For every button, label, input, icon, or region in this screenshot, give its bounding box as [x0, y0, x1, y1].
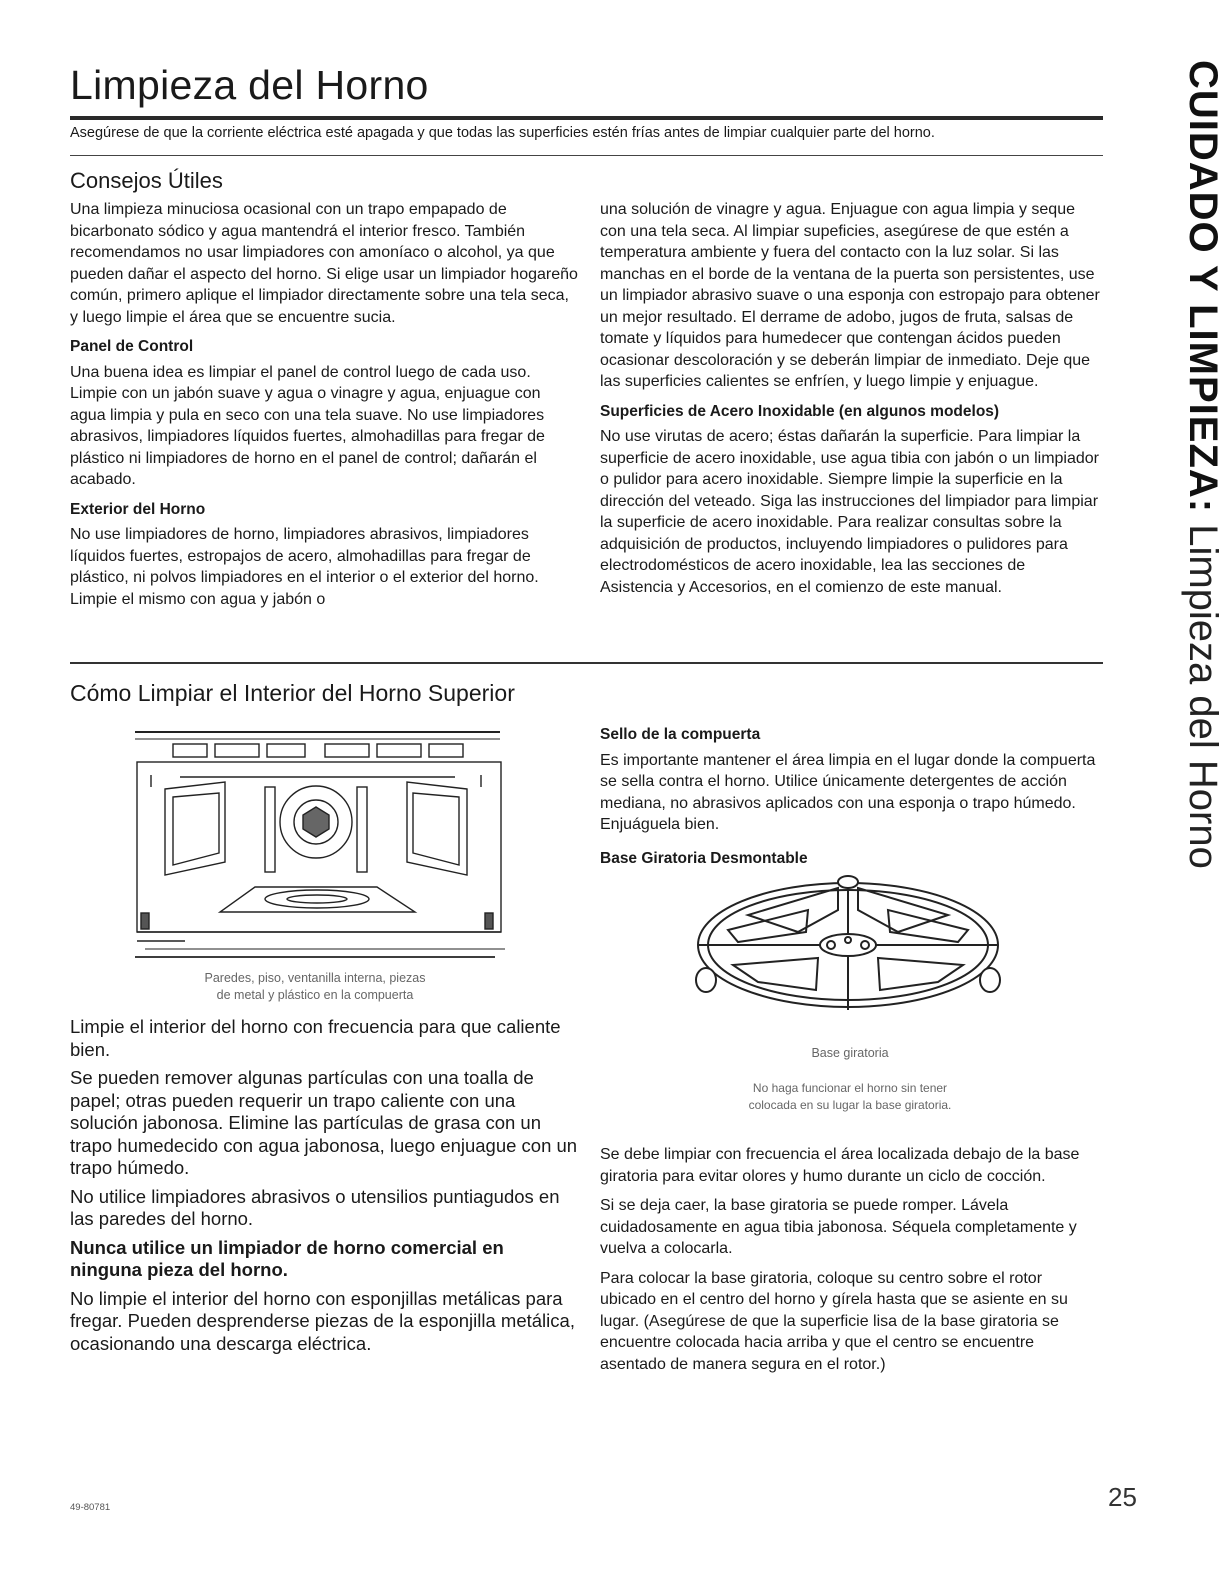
turntable-p2: Si se deja caer, la base giratoria se puede romper. Lávela cuidadosamente en agua tibia jabonosa. Séquela completamente y vuelva a colocarla. — [600, 1197, 1077, 1257]
seal-column — [600, 716, 1100, 873]
tips-right-column — [600, 199, 1100, 606]
oven-interior-illustration — [125, 727, 505, 967]
exterior-heading: Exterior del Horno — [70, 500, 206, 518]
exterior-text-continued: una solución de vinagre y agua. Enjuague con agua limpia y seque con una tela seca. Al limpiar supeficies, asegúrese de que estén a temperatura ambiente y fuera del contacto con la luz solar. Si las manchas en el borde de la ventana de la puerta son persistentes, use un limpiador abrasivo suave o una esponja con estropajo para obtener un mejor resultado. El derrame de adobo, jugos de fruta, salsas de tomate y líquidos para humedecer que contengan ácidos pueden ocasionar descoloración y se deberán limpiar de inmediato. Deje que las superficies calientes se enfríen, y luego limpie y enjuague. — [600, 201, 1100, 390]
interior-p2: Se pueden remover algunas partículas con una toalla de papel; otras pueden requerir un trapo caliente con una solución jabonosa. Elimine las partículas de grasa con un trapo humedecido con agua jabonosa, luego enjuague con un trapo húmedo. — [70, 1067, 578, 1178]
steel-heading: Superficies de Acero Inoxidable (en algunos modelos) — [600, 402, 1000, 420]
safety-intro: Asegúrese de que la corriente eléctrica esté apagada y que todas las superficies estén frías antes de limpiar cualquier parte del horno. — [70, 125, 935, 141]
turntable-caption: Base giratoria — [811, 1046, 889, 1060]
oven-caption-line-1: Paredes, piso, ventanilla interna, piezas — [204, 971, 426, 985]
exterior-text: No use limpiadores de horno, limpiadores abrasivos, limpiadores líquidos fuertes, estropajos de acero, almohadillas para fregar de plástico, ni polvos limpiadores en el interior o el exterior del horno. Limpie el mismo con agua y jabón o — [70, 526, 539, 608]
turntable-illustration — [688, 870, 1008, 1015]
side-tab-section: Limpieza del Horno — [1181, 513, 1225, 869]
tips-intro: Una limpieza minuciosa ocasional con un trapo empapado de bicarbonato sódico y agua mantendrá el interior fresco. También recomendamos no usar limpiadores con amoníaco o alcohol, ya que pueden dañar el aspecto del horno. Si elige usar un limpiador hogareño común, primero aplique el limpiador directamente sobre una tela seca, y luego limpie el área que se encuentre sucia. — [70, 201, 578, 326]
intro-rule — [70, 155, 1103, 156]
turntable-note-line-2: colocada en su lugar la base giratoria. — [748, 1098, 952, 1112]
interior-left-column — [70, 1016, 580, 1361]
oven-figure-caption — [140, 970, 490, 1004]
turntable-note — [640, 1080, 1060, 1114]
seal-heading: Sello de la compuerta — [600, 726, 761, 743]
section-rule — [70, 662, 1103, 664]
turntable-p3: Para colocar la base giratoria, coloque su centro sobre el rotor ubicado en el centro del horno y gírela hasta que se asiente en su lugar. (Asegúrese de que la superficie lisa de la base giratoria se encuentre colocada hacia arriba y que el centro se encuentre asentado de manera segura en el rotor.) — [600, 1269, 1068, 1373]
interior-p4: No limpie el interior del horno con esponjillas metálicas para fregar. Pueden desprenderse piezas de la esponjilla metálica, ocasionando una descarga eléctrica. — [70, 1287, 575, 1354]
turntable-column — [600, 1144, 1100, 1383]
interior-title: Cómo Limpiar el Interior del Horno Superior — [70, 680, 515, 706]
document-code: 49-80781 — [70, 1502, 111, 1513]
page-title: Limpieza del Horno — [70, 62, 429, 108]
control-panel-heading: Panel de Control — [70, 338, 194, 355]
side-tab-chapter: CUIDADO Y LIMPIEZA: — [1181, 60, 1225, 514]
interior-p1: Limpie el interior del horno con frecuencia para que caliente bien. — [70, 1016, 561, 1060]
steel-text: No use virutas de acero; éstas dañarán la superficie. Para limpiar la superficie de acero inoxidable, use agua tibia con jabón o un limpiador o pulidor para acero inoxidable. Siempre limpie la superficie en la dirección del veteado. Siga las instrucciones del limpiador para limpiar la superficie de acero inoxidable. Para realizar consultas sobre la adquisición de productos, incluyendo limpiadores o pulidores para electrodomésticos de acero inoxidable, lea las secciones de Asistencia y Accesorios, en el comienzo de este manual. — [600, 428, 1099, 596]
title-rule — [70, 116, 1103, 120]
oven-caption-line-2: de metal y plástico en la compuerta — [216, 988, 414, 1002]
seal-text: Es importante mantener el área limpia en el lugar donde la compuerta se sella contra el horno. Utilice únicamente detergentes de acción mediana, no abrasivos aplicados con una esponja o trapo húmedo. Enjuáguela bien. — [600, 751, 1096, 833]
side-tab — [1183, 60, 1223, 869]
turntable-heading: Base Giratoria Desmontable — [600, 849, 808, 867]
interior-warning: Nunca utilice un limpiador de horno comercial en ninguna pieza del horno. — [70, 1236, 504, 1280]
turntable-note-line-1: No haga funcionar el horno sin tener — [752, 1081, 948, 1095]
tips-left-column — [70, 199, 580, 618]
page-number: 25 — [1108, 1482, 1137, 1512]
control-panel-text: Una buena idea es limpiar el panel de control luego de cada uso. Limpie con un jabón suave y agua o vinagre y agua, enjuague con agua limpia y pula en seco con una tela suave. No use limpiadores abrasivos, limpiadores líquidos fuertes, almohadillas para fregar de plástico ni limpiadores de horno en el panel de control; dañarán el acabado. — [70, 363, 545, 488]
turntable-p1: Se debe limpiar con frecuencia el área localizada debajo de la base giratoria para evitar olores y humo durante un ciclo de cocción. — [600, 1146, 1080, 1185]
tips-title: Consejos Útiles — [70, 168, 223, 193]
interior-p3: No utilice limpiadores abrasivos o utensilios puntiagudos en las paredes del horno. — [70, 1185, 560, 1229]
